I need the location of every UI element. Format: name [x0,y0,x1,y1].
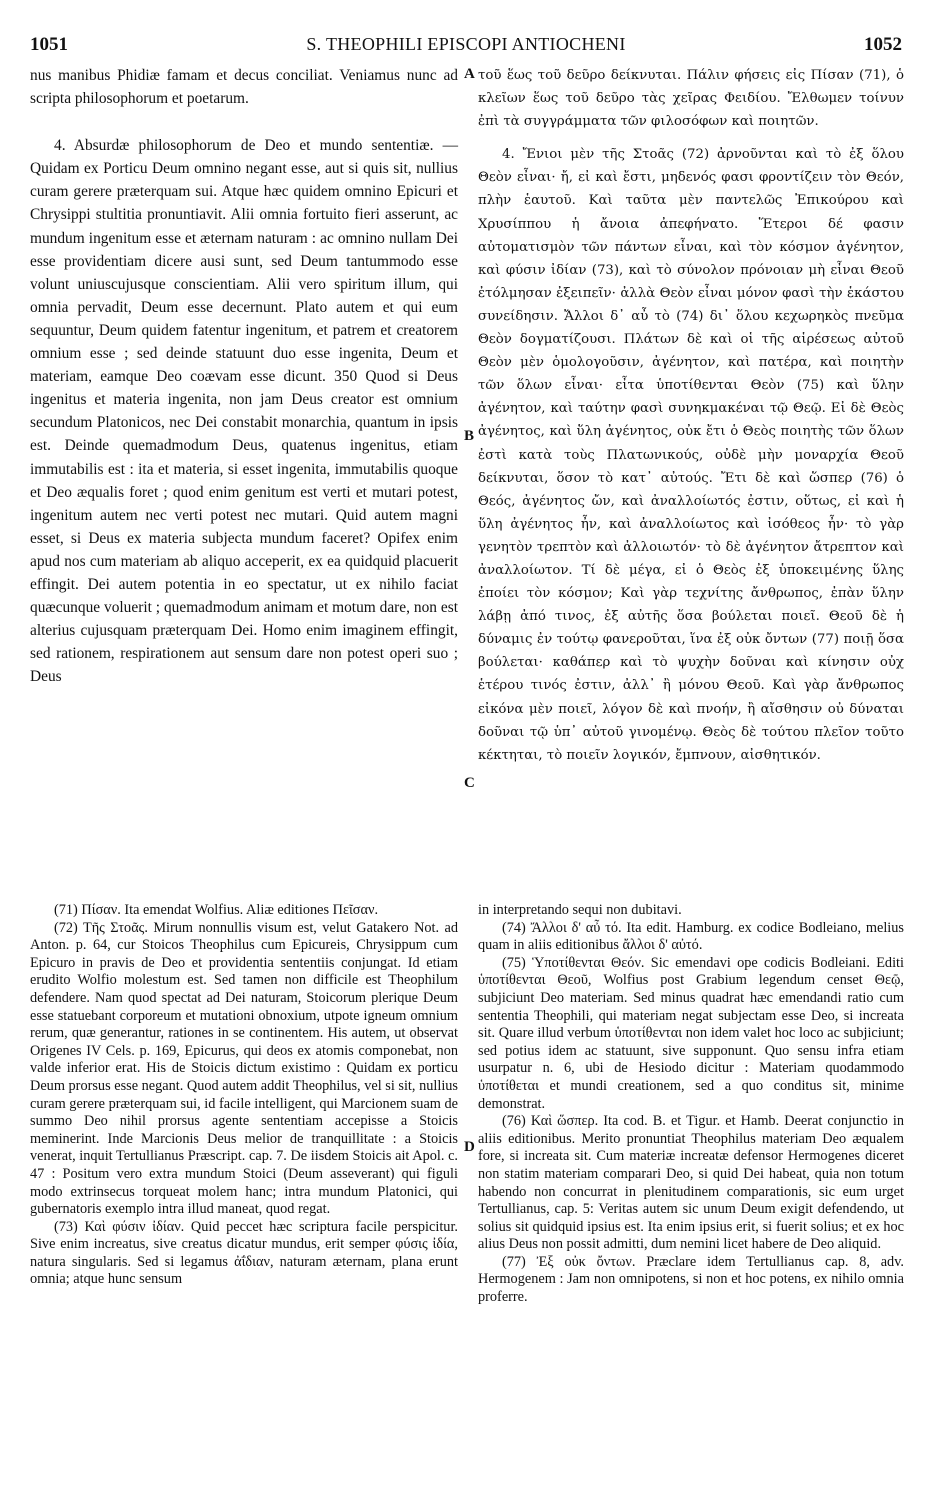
latin-paragraph-1: nus manibus Phidiæ famam et decus conciliat. Veniamus nunc ad scripta philosophorum et poetarum. [30,67,458,108]
latin-column [30,64,458,688]
latin-paragraph-2: 4. Absurdæ philosophorum de Deo et mundo sententiæ. — Quidam ex Porticu Deum omnino negant esse, aut si quis sit, nullius curam gerere præterquam sui. Atque hæc quidem omnino Epicuri et Chrysippi stultitia pronuntiavit. Alii omnia fortuito fieri asserunt, ac mundum ingenitum esse et æternam naturam : ac omnino nullam Dei esse providentiam dicere ausi sunt, sed Deum tantummodo esse volunt uniuscujusque conscientiam. Alii vero spiritum illum, qui omnia pervadit, Deum esse decernunt. Plato autem et qui eum sequuntur, Deum quidem fatentur ingenitum, et patrem et creatorem omnium esse ; sed deinde statuunt duo esse ingenita, Deum et materiam, eamque Deo coævam esse dicunt. 350 Quod si Deus ingenitus et materia ingenita, non jam Deus creator est omnium secundum Platonicos, nec Dei constabit monarchia, quantum in ipsis est. Deinde quemadmodum Deus, quatenus ingenitus, etiam immutabilis est : ita et materia, si esset ingenita, immutabilis quoque et Deo æqualis foret ; quod enim genitum est verti et mutari potest, ingenitum autem nec verti potest nec mutari. Quid autem magni esset, si Deus ex materia subjecta mundum faceret? Opifex enim apud nos cum materiam ab aliquo acceperit, ex ea quidquid placuerit effingit. Dei autem potentia in eo spectatur, ut ex nihilo faciat quæcunque voluerit ; quemadmodum animam et motum dare, non est alterius cujusquam præterquam Dei. Homo enim imaginem effingit, sed rationem, respirationem aut sensum dare non potest operi suo ; Deus [30,137,458,686]
running-title: S. THEOPHILI EPISCOPI ANTIOCHENI [306,34,626,54]
greek-paragraph-1: τοῦ ἕως τοῦ δεῦρο δείκνυται. Πάλιν φήσεις εἰς Πίσαν (71), ὁ κλεῖων ἕως τοῦ δεῦρο τὰς χεῖρας Φειδίου. Ἔλθωμεν τοίνυν ἐπὶ τὰ συγγράμματα τῶν φιλοσόφων καὶ ποιητῶν. [478,68,904,130]
left-page-number: 1051 [30,34,68,55]
footnotes-left [30,902,458,1289]
margin-marker-a: A [464,66,475,82]
footnote-74: (74) Ἄλλοι δ' αὖ τό. Ita edit. Hamburg. ex codice Bodleiano, melius quam in aliis editionibus ἄλλοι δ' αὐτό. [478,919,904,954]
margin-marker-c: C [464,775,475,791]
footnotes-right [478,902,904,1307]
footnote-77: (77) Ἐξ οὐκ ὄντων. Præclare idem Tertullianus cap. 8, adv. Hermogenem : Jam non omnipotens, si non et hoc potens, ex nihilo omnia proferre. [478,1253,904,1306]
footnote-continuation: in interpretando sequi non dubitavi. [478,902,682,918]
right-page-number: 1052 [864,34,902,55]
footnote-71: (71) Πίσαν. Ita emendat Wolfius. Aliæ editiones Πεῖσαν. [54,902,379,918]
greek-paragraph-2: 4. Ἔνιοι μὲν τῆς Στοᾶς (72) ἀρνοῦνται καὶ τὸ ἐξ ὅλου Θεὸν εἶναι· ἤ, εἰ καὶ ἔστι, μηδενός φασι φροντίζειν τὸν Θεόν, πλὴν ἑαυτοῦ. Καὶ ταῦτα μὲν παντελῶς Ἐπικούρου καὶ Χρυσίππου ἡ ἄνοια ἀπεφήνατο. Ἕτεροι δέ φασιν αὐτοματισμὸν τῶν πάντων εἶναι, καὶ τὸν κόσμον ἀγένητον, καὶ φύσιν ἰδίαν (73), καὶ τὸ σύνολον πρόνοιαν μὴ εἶναι Θεοῦ ἐτόλμησαν ἐξειπεῖν· ἀλλὰ Θεὸν εἶναι μόνον φασὶ τὴν ἑκάστου συνείδησιν. Ἄλλοι δ᾽ αὖ τὸ (74) δι᾽ ὅλου κεχωρηκὸς πνεῦμα Θεὸν δογματίζουσι. Πλάτων δὲ καὶ οἱ τῆς αἱρέσεως αὐτοῦ Θεὸν μὲν ὁμολογοῦσιν, ἀγένητον, καὶ πατέρα, καὶ ποιητὴν τῶν ὅλων εἶναι· εἶτα ὑποτίθενται Θεὸν (75) καὶ ὕλην ἀγένητον, καὶ ταύτην φασὶ συνηκμακέναι τῷ Θεῷ. Εἰ δὲ Θεὸς ἀγένητος, καὶ ὕλη ἀγένητος, οὐκ ἔτι ὁ Θεὸς ποιητὴς τῶν ὅλων ἐστὶ κατὰ τοὺς Πλατωνικούς, οὐδὲ μὴν μοναρχία Θεοῦ δείκνυται, ὅσον τὸ κατ᾽ αὐτούς. Ἔτι δὲ καὶ ὥσπερ (76) ὁ Θεός, ἀγένητος ὤν, καὶ ἀναλλοίωτός ἐστιν, οὕτως, εἰ καὶ ἡ ὕλη ἀγένητος ἦν, καὶ ἀναλλοίωτος καὶ ἰσόθεος ἦν· τὸ γὰρ γενητὸν τρεπτὸν καὶ ἀλλοιωτόν· τὸ δὲ ἀγένητον ἄτρεπτον καὶ ἀναλλοίωτον. Τί δὲ μέγα, εἰ ὁ Θεὸς ἐξ ὑποκειμένης ὕλης ἐποίει τὸν κόσμον; Καὶ γὰρ τεχνίτης ἄνθρωπος, ἐπὰν ὕλην λάβῃ ἀπό τινος, ἐξ αὐτῆς ὅσα βούλεται ποιεῖ. Θεοῦ δὲ ἡ δύναμις ἐν τούτῳ φανεροῦται, ἵνα ἐξ οὐκ ὄντων (77) ποιῇ ὅσα βούλεται· καθάπερ καὶ τὸ ψυχὴν δοῦναι καὶ κίνησιν οὐχ ἑτέρου τινός ἐστιν, ἀλλ᾽ ἢ μόνου Θεοῦ. Καὶ γὰρ ἄνθρωπος εἰκόνα μὲν ποιεῖ, λόγον δὲ καὶ πνοήν, ἢ αἴσθησιν οὐ δύναται δοῦναι τῷ ὑπ᾽ αὐτοῦ γινομένῳ. Θεὸς δὲ τούτου πλεῖον τοῦτο κέκτηται, τὸ ποιεῖν λογικόν, ἔμπνουν, αἰσθητικόν. [478,147,904,763]
margin-marker-d: D [464,1139,475,1155]
footnote-73: (73) Καὶ φύσιν ἰδίαν. Quid peccet hæc scriptura facile perspicitur. Sive enim increatus, sive creatus dicatur mundus, erit semper φύσις ἰδία, natura singularis. Sed si legamus ἀΐδιαν, naturam æternam, plana erunt omnia; atque hunc sensum [30,1218,458,1288]
footnote-76: (76) Καὶ ὥσπερ. Ita cod. B. et Tigur. et Hamb. Deerat conjunctio in aliis editionibus. Merito pronuntiat Theophilus materiam Deo æqualem fore, si increata sit. Cum materiæ increatæ defensor Hermogenes diceret non statim materiam comparari Deo, si quid Dei habeat, quia non totum habendo non concurrat in plenitudinem comparationis, sic eum urget Tertullianus, cap. 5: Veritas autem sic unum Deum exigit defendendo, ut solius sit quidquid ipsius est. Ita enim ipsius erit, si fuerit solius; et ex hoc alius Deus non possit admitti, dum nemini licet habere de Deo aliquid. [478,1113,904,1253]
running-header [30,34,902,56]
margin-marker-b: B [464,428,475,444]
footnote-75: (75) Ὑποτίθενται Θεόν. Sic emendavi ope codicis Bodleiani. Editi ὑποτίθενται Θεοῦ, Wolfius post Grabium legendum censet Θεῷ, subjiciunt Deo materiam. Sed minus quadrat hæc emendandi ratio cum sententia Theophili, qui materiam negat subjectam esse Deo, si increata sit. Quare illud verbum ὑποτίθενται non idem valet hoc loco ac subjiciunt; sed potius idem ac statuunt, sive supponunt. Quo sensu infra etiam usurpatur n. 6, ubi de Hesiodo dicitur : Materiam quodammodo ὑποτίθεται et mundi creationem, sed a quo conditus sit, minime demonstrat. [478,954,904,1112]
greek-column [478,64,904,767]
footnote-72: (72) Τῆς Στοᾶς. Mirum nonnullis visum est, velut Gatakero Not. ad Anton. p. 64, cur Stoicos Theophilus cum Epicureis, Chrysippum cum Epicuro in pravis de Deo et providentia sententiis conjungat. Id etiam erudito Wolfio molestum est. Sed tamen non difficile est Theophilum defendere. Nam quod spectat ad Dei naturam, Stoicorum plerique Deum esse statuebant corporeum et mutationi obnoxium, utpote igneum omnium rerum, quæ generantur, rationes in se continentem. His autem, ut observat Origenes IV Cels. p. 169, Epicurus, qui deos ex atomis componebat, non valde inferior erat. His de Stoicis dictum existimo : Quidam ex porticu Deum prorsus esse negant. Quod autem addit Theophilus, vel si sit, nullius curam gerere præterquam sui, id facile intelligent, qui Marcionem suam de summo Deo nihil prorsus agente sententiam accepisse a Stoicis meminerint. Inde Marcionis Deus melior de tranquillitate : a Stoicis venerat, inquit Tertullianus Præscript. cap. 7. De iisdem Stoicis ait Apol. c. 47 : Positum vero extra mundum Stoici (Deum asseverant) qui figuli modo extrinsecus torqueat molem hanc; intra mundum Platonici, qui gubernatoris exemplo intra illud maneat, quod regat. [30,919,458,1218]
